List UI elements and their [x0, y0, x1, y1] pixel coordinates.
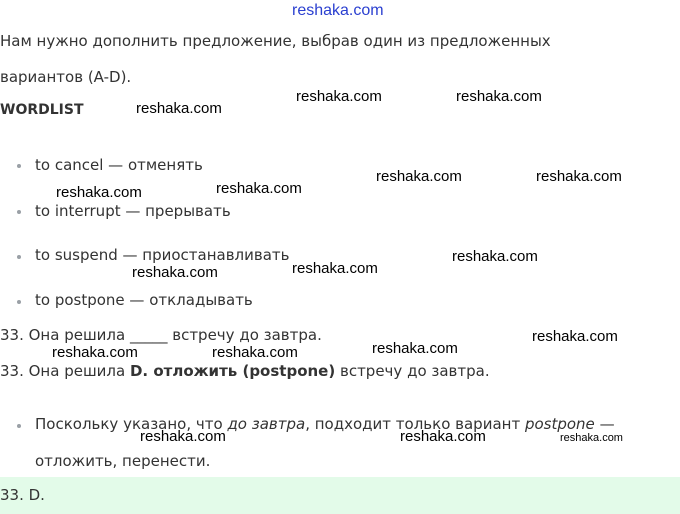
watermark: reshaka.com	[212, 344, 298, 361]
explanation-text: Поскольку указано, что	[35, 415, 228, 433]
question-text: 33. Она решила _____ встречу до завтра.	[0, 326, 322, 344]
watermark: reshaka.com	[52, 344, 138, 361]
bullet-icon	[17, 255, 21, 259]
bullet-icon	[17, 300, 21, 304]
watermark: reshaka.com	[216, 180, 302, 197]
list-item-text: to suspend — приостанавливать	[35, 246, 290, 264]
watermark: reshaka.com	[56, 184, 142, 201]
answer-prefix: 33. Она решила	[0, 362, 130, 380]
list-item-text: to postpone — откладывать	[35, 291, 253, 309]
explanation-line-1	[35, 415, 615, 433]
watermark: reshaka.com	[536, 168, 622, 185]
answer-highlight: D. отложить (postpone)	[129, 362, 336, 380]
final-answer-box	[0, 477, 680, 514]
explanation-text: —	[594, 415, 615, 433]
bullet-icon	[17, 424, 21, 428]
answer-suffix: встречу до завтра.	[335, 362, 490, 380]
watermark: reshaka.com	[140, 428, 226, 445]
watermark: reshaka.com	[376, 168, 462, 185]
list-item-text: to interrupt — прерывать	[35, 202, 231, 220]
explanation-emphasis: postpone	[524, 415, 595, 433]
watermark-top: reshaka.com	[292, 2, 384, 19]
wordlist-heading: WORDLIST	[0, 102, 84, 118]
list-item-text: to cancel — отменять	[35, 156, 203, 174]
watermark: reshaka.com	[132, 264, 218, 281]
watermark: reshaka.com	[400, 428, 486, 445]
intro-text-line-1: Нам нужно дополнить предложение, выбрав один из предложенных	[0, 32, 551, 50]
final-answer-text: 33. D.	[0, 486, 45, 504]
watermark: reshaka.com	[136, 100, 222, 117]
watermark: reshaka.com	[296, 88, 382, 105]
explanation-text: , подходит только вариант	[305, 415, 525, 433]
watermark: reshaka.com	[372, 340, 458, 357]
watermark: reshaka.com	[292, 260, 378, 277]
watermark: reshaka.com	[456, 88, 542, 105]
watermark: reshaka.com	[532, 328, 618, 345]
explanation-line-2: отложить, перенести.	[35, 452, 211, 470]
intro-text-line-2: вариантов (A-D).	[0, 68, 132, 86]
bullet-icon	[17, 164, 21, 168]
watermark: reshaka.com	[452, 248, 538, 265]
bullet-icon	[17, 210, 21, 214]
answer-sentence	[0, 362, 490, 380]
watermark: reshaka.com	[560, 432, 623, 444]
explanation-emphasis: до завтра	[227, 415, 306, 433]
